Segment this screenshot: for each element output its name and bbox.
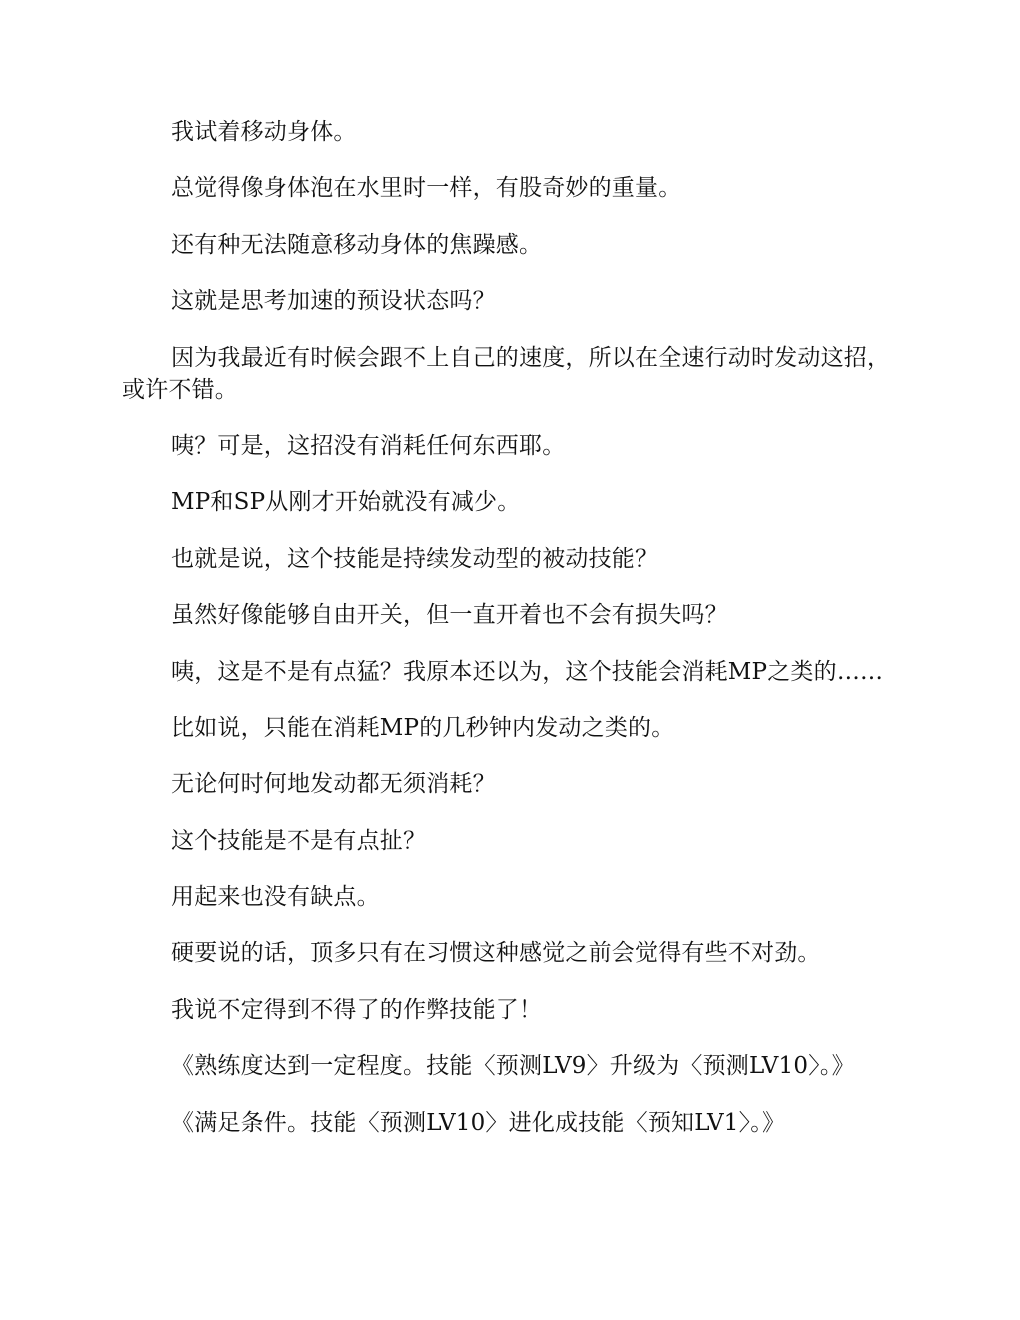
- paragraph: 这个技能是不是有点扯？: [171, 827, 427, 854]
- paragraph: 用起来也没有缺点。: [171, 884, 380, 911]
- paragraph: 比如说，只能在消耗MP的几秒钟内发动之类的。: [171, 714, 675, 741]
- paragraph: 咦，这是不是有点猛？我原本还以为，这个技能会消耗MP之类的……: [171, 658, 884, 685]
- paragraph: 我说不定得到不得了的作弊技能了！: [171, 996, 543, 1023]
- paragraph: 我试着移动身体。: [171, 119, 357, 145]
- paragraph: 因为我最近有时候会跟不上自己的速度，所以在全速行动时发动这招，或许不错。: [122, 344, 891, 403]
- paragraph: 《熟练度达到一定程度。技能〈预测LV9〉升级为〈预测LV10〉。》: [171, 1053, 855, 1080]
- paragraph: 还有种无法随意移动身体的焦躁感。: [171, 231, 543, 258]
- paragraph: 《满足条件。技能〈预测LV10〉进化成技能〈预知LV1〉。》: [171, 1109, 786, 1136]
- paragraph: 总觉得像身体泡在水里时一样，有股奇妙的重量。: [171, 175, 682, 202]
- paragraph: 硬要说的话，顶多只有在习惯这种感觉之前会觉得有些不对劲。: [171, 940, 821, 967]
- paragraph: 咦？可是，这招没有消耗任何东西耶。: [171, 432, 566, 459]
- paragraph: 虽然好像能够自由开关，但一直开着也不会有损失吗？: [171, 602, 728, 629]
- paragraph: MP和SP从刚才开始就没有减少。: [171, 489, 521, 516]
- paragraph: 也就是说，这个技能是持续发动型的被动技能？: [171, 545, 659, 572]
- paragraph: 无论何时何地发动都无须消耗？: [171, 771, 496, 798]
- paragraph: 这就是思考加速的预设状态吗？: [171, 288, 496, 315]
- body-text: [122, 116, 902, 1163]
